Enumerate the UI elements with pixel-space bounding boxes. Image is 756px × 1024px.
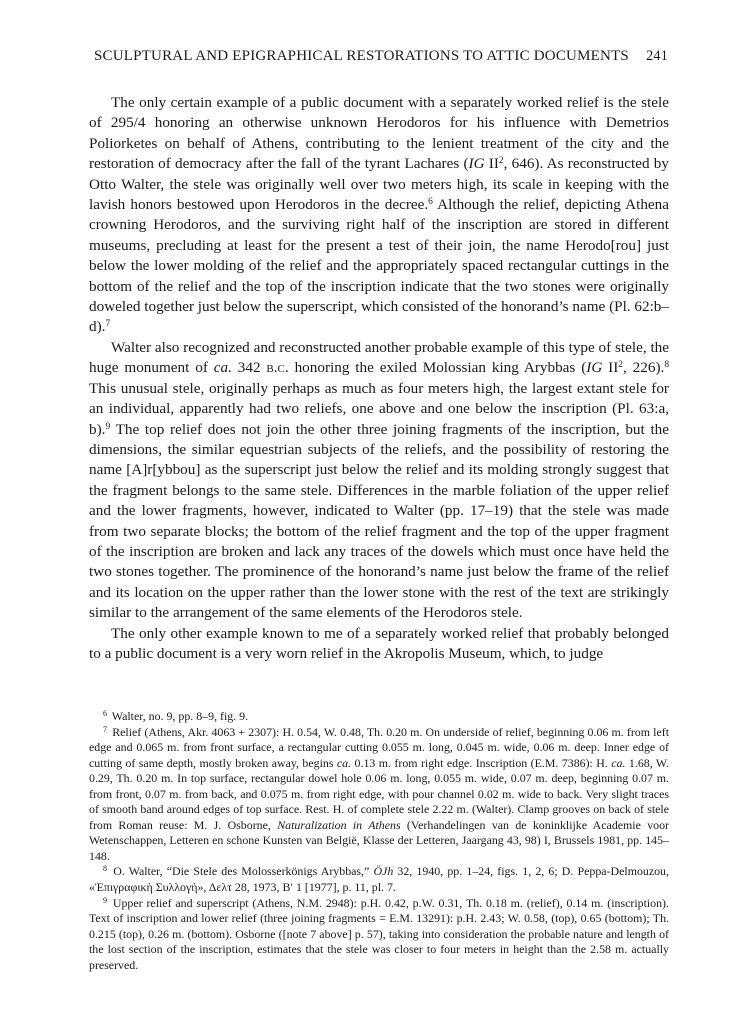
footnote-ref-6[interactable]: 6 <box>428 196 433 207</box>
footnote-8: $^8$ O. Walter, “Die Stele des Molosserkönigs Arybbas,” ÖJh 32, 1940, pp. 1–24, figs. 1, 2, 6; D. Peppa-Delmouzou, «Ἐπιγραφικὴ Συλλογή», Δελτ 28, 1973, Β′ 1 [1977], p. 11, pl. 7. <box>89 864 669 895</box>
running-header <box>94 48 668 65</box>
paragraph-2: Walter also recognized and reconstructed another probable example of this type of stele, the huge monument of ca. 342 b.c. honoring the exiled Molossian king Arybbas (IG $II^2$, 226).$^8$ This unusual stele, originally perhaps as much as four meters high, the largest extant stele for an individual, apparently had two reliefs, one above and one below the inscription (Pl. 63:a, b).$^9$ The top relief does not join the other three joining fragments of the inscription, but the dimensions, the similar equestrian subjects of the reliefs, and the possibility of restoring the name [A]r[ybbou] as the superscript just below the relief and its molding strongly suggest that the fragment belongs to the same stele. Differences in the marble foliation of the upper relief and the lower fragments, however, indicated to Walter (pp. 17–19) that the stele was made from two separate blocks; the bottom of the relief fragment and the top of the upper fragment of the inscription are broken and lack any traces of the dowels which must once have held the two stones together. The prominence of the honorand’s name just below the frame of the relief and its location on the upper rather than the lower stone with the rest of the text are strikingly similar to the arrangement of the same elements of the Herodoros stele. <box>89 338 670 622</box>
footnote-ref-9[interactable]: 9 <box>105 421 111 432</box>
footnote-9: $^9$ Upper relief and superscript (Athens, N.M. 2948): p.H. 0.42, p.W. 0.31, Th. 0.18 m. (relief), 0.14 m. (inscription). Text of inscription and lower relief (three joining fragments = E.M. 13291): p.H. 2.43; W. 0.58, (top), 0.65 (bottom); Th. 0.215 (top), 0.26 m. (bottom). Osborne ([note 7 above] p. 57), taking into consideration the probable nature and length of the lost section of the inscription, estimates that the stele was closer to four meters in height than the 2.58 m. actually preserved. <box>89 895 669 972</box>
running-title: SCULPTURAL AND EPIGRAPHICAL RESTORATIONS TO ATTIC DOCUMENTS <box>94 48 629 64</box>
footnote-ref-8[interactable]: 8 <box>664 360 670 371</box>
paragraph-3: The only other example known to me of a separately worked relief that probably belonged to a public document is a very worn relief in the Akropolis Museum, which, to judge <box>89 624 669 662</box>
footnote-ref-7[interactable]: 7 <box>105 319 111 330</box>
footnote-7: $^7$ Relief (Athens, Akr. 4063 + 2307): H. 0.54, W. 0.48, Th. 0.20 m. On underside of relief, beginning 0.06 m. from left edge and 0.065 m. from front surface, a rectangular cutting 0.055 m. long, 0.045 m. wide, 0.06 m. deep. Inner edge of cutting of same depth, mostly broken away, begins ca. 0.13 m. from right edge. Inscription (E.M. 7386): H. ca. 1.68, W. 0.29, Th. 0.20 m. In top surface, rectangular dowel hole 0.06 m. long, 0.055 m. wide, 0.07 m. deep, beginning 0.07 m. from front, 0.07 m. from back, and 0.075 m. from right edge, with pour channel 0.02 m. wide to back. Very slight traces of smooth band around edges of top surface. Rest. H. of complete stele 2.22 m. (Walter). Clamp grooves on back of stele from Roman reuse: M. J. Osborne, Naturalization in Athens (Verhandelingen van de koninklijke Academie voor Wetenschappen, Letteren en schone Kunsten van België, Klasse der Letteren, Jaargang 43, 98) I, Brussels 1981, pp. 145–148. <box>89 724 669 863</box>
body-text <box>89 93 669 664</box>
page-number: 241 <box>646 48 668 64</box>
footnote-6: $^6$ Walter, no. 9, pp. 8–9, fig. 9. <box>103 708 249 723</box>
paragraph-1: The only certain example of a public document with a separately worked relief is the stele of 295/4 honoring an otherwise unknown Herodoros for his influence with Demetrios Poliorketes on behalf of Athens, contributing to the lenient treatment of the city and the restoration of democracy after the fall of the tyrant Lachares (IG $II^2$, 646). As reconstructed by Otto Walter, the stele was originally well over two meters high, its scale in keeping with the lavish honors bestowed upon Herodoros in the decree.$^6$ Although the relief, depicting Athena crowning Herodoros, and the surviving right half of the inscription are stored in different museums, precluding at least for the present a test of their join, the name Herodo[rou] just below the lower molding of the relief and the appropriately spaced rectangular cuttings in the bottom of the relief and the top of the inscription indicate that the two stones were originally doweled together just below the superscript, which consisted of the honorand’s name (Pl. 62:b–d).$^7$ <box>89 94 669 336</box>
footnotes <box>89 709 669 973</box>
